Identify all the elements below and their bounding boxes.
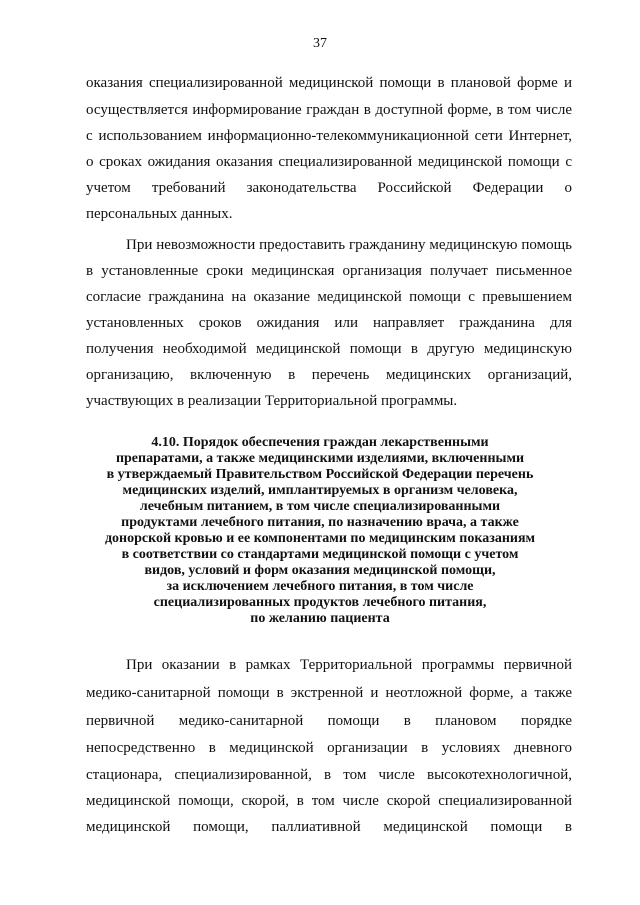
para3-line: медицинской помощи, паллиативной медицинской помощи в bbox=[86, 819, 572, 835]
para1-line: осуществляется информирование граждан в доступной форме, в том числе bbox=[86, 102, 572, 118]
para1-line: о сроках ожидания оказания специализированной медицинской помощи с bbox=[86, 154, 572, 170]
section-heading-line: специализированных продуктов лечебного питания, bbox=[153, 595, 487, 610]
section-heading-line: за исключением лечебного питания, в том числе bbox=[166, 579, 474, 594]
page-number: 37 bbox=[313, 36, 327, 51]
para2-line: установленных сроков ожидания или направляет гражданина для bbox=[86, 315, 572, 331]
section-heading-line: донорской кровью и ее компонентами по медицинским показаниям bbox=[104, 531, 536, 546]
para2-line: организацию, включенную в перечень медицинских организаций, bbox=[86, 367, 572, 383]
para3-line: непосредственно в медицинской организации в условиях дневного bbox=[86, 740, 572, 756]
section-heading-line: препаратами, а также медицинскими изделиями, включенными bbox=[115, 451, 525, 466]
para2-line: получения необходимой медицинской помощи в другую медицинскую bbox=[86, 341, 572, 357]
para1-line: учетом требований законодательства Российской Федерации о bbox=[86, 180, 572, 196]
para3-line: медицинской помощи, скорой, в том числе скорой специализированной bbox=[86, 793, 572, 809]
para2-line: согласие гражданина на оказание медицинской помощи с превышением bbox=[86, 289, 572, 305]
section-heading-line: 4.10. Порядок обеспечения граждан лекарственными bbox=[151, 435, 489, 450]
section-heading-line: лечебным питанием, в том числе специализированными bbox=[139, 499, 501, 514]
section-heading-line: видов, условий и форм оказания медицинской помощи, bbox=[144, 563, 496, 578]
para2-line: При невозможности предоставить гражданину медицинскую помощь bbox=[126, 237, 572, 253]
section-heading-line: в утверждаемый Правительством Российской Федерации перечень bbox=[106, 467, 534, 482]
para3-line: стационара, специализированной, в том числе высокотехнологичной, bbox=[86, 767, 572, 783]
para1-line: персональных данных. bbox=[86, 206, 233, 222]
para3-line: первичной медико-санитарной помощи в плановом порядке bbox=[86, 713, 572, 729]
para2-line: участвующих в реализации Территориальной программы. bbox=[86, 393, 458, 409]
para1-line: оказания специализированной медицинской помощи в плановой форме и bbox=[86, 75, 572, 91]
para1-line: с использованием информационно-телекоммуникационной сети Интернет, bbox=[86, 128, 572, 144]
para2-line: в установленные сроки медицинская организация получает письменное bbox=[86, 263, 572, 279]
section-heading-line: в соответствии со стандартами медицинской помощи с учетом bbox=[121, 547, 519, 562]
para3-line: При оказании в рамках Территориальной программы первичной bbox=[126, 657, 572, 673]
para3-line: медико-санитарной помощи в экстренной и неотложной форме, а также bbox=[86, 685, 572, 701]
section-heading-line: медицинских изделий, имплантируемых в организм человека, bbox=[122, 483, 518, 498]
section-heading-line: по желанию пациента bbox=[250, 611, 390, 626]
section-heading-line: продуктами лечебного питания, по назначению врача, а также bbox=[121, 515, 519, 530]
